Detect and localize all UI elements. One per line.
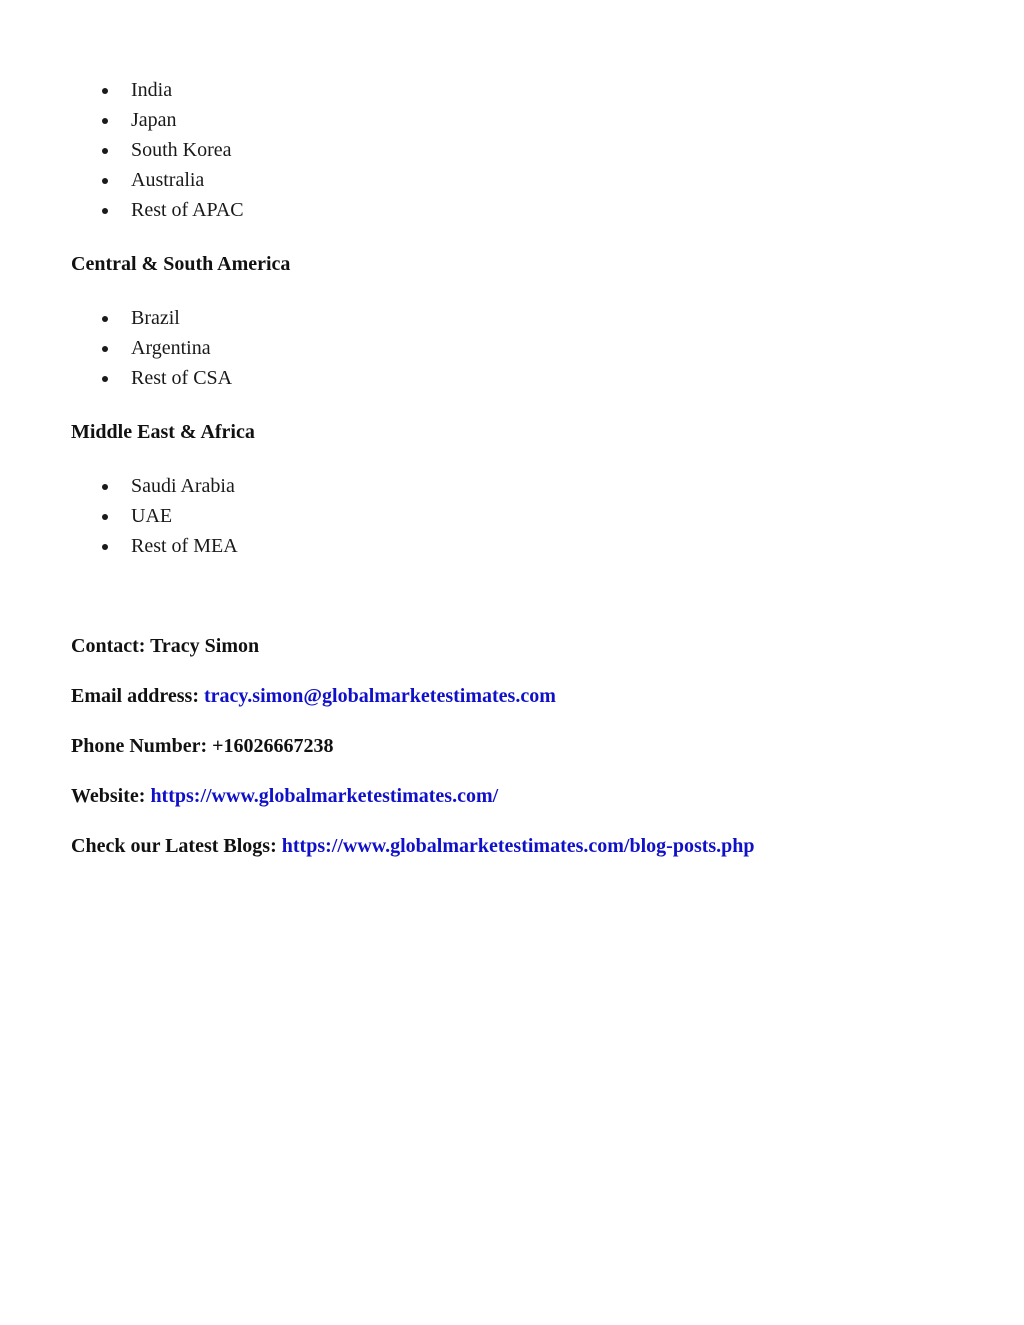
list-item-label: UAE	[131, 505, 173, 527]
bullet-icon	[102, 544, 108, 550]
list-item	[0, 363, 232, 393]
phone-line: Phone Number: +16026667238	[71, 735, 334, 757]
bullet-icon	[102, 178, 108, 184]
bullet-icon	[102, 88, 108, 94]
list-item	[0, 165, 244, 195]
blogs-label: Check our Latest Blogs:	[71, 835, 277, 857]
bullet-icon	[102, 148, 108, 154]
blogs-line	[71, 833, 755, 859]
bullet-icon	[102, 514, 108, 520]
list-item-label: Rest of MEA	[131, 535, 238, 557]
list-item	[0, 75, 244, 105]
bullet-icon	[102, 376, 108, 382]
list-item-label: Rest of CSA	[131, 367, 233, 389]
list-item	[0, 333, 232, 363]
list-item-label: South Korea	[131, 139, 232, 161]
bullet-icon	[102, 208, 108, 214]
list-item	[0, 501, 238, 531]
bullet-icon	[102, 346, 108, 352]
email-link[interactable]: tracy.simon@globalmarketestimates.com	[203, 685, 556, 707]
blogs-link[interactable]: https://www.globalmarketestimates.com/blog-posts.php	[281, 835, 755, 857]
list-item-label: Rest of APAC	[131, 199, 244, 221]
bullet-icon	[102, 484, 108, 490]
list-item-label: Brazil	[131, 307, 180, 329]
section-heading-mea: Middle East & Africa	[71, 421, 255, 443]
mea-country-list	[0, 471, 238, 561]
list-item-label: Saudi Arabia	[131, 475, 235, 497]
email-line	[71, 683, 556, 709]
website-link[interactable]: https://www.globalmarketestimates.com/	[150, 785, 499, 807]
list-item	[0, 135, 244, 165]
list-item-label: India	[131, 79, 173, 101]
website-label: Website:	[71, 785, 146, 807]
section-heading-csa: Central & South America	[71, 253, 291, 275]
csa-country-list	[0, 303, 232, 393]
website-line	[71, 783, 498, 809]
list-item-label: Australia	[131, 169, 205, 191]
list-item-label: Argentina	[131, 337, 211, 359]
list-item	[0, 471, 238, 501]
bullet-icon	[102, 316, 108, 322]
list-item	[0, 105, 244, 135]
bullet-icon	[102, 118, 108, 124]
list-item	[0, 531, 238, 561]
contact-name: Contact: Tracy Simon	[71, 635, 260, 657]
list-item	[0, 303, 232, 333]
apac-country-list	[0, 75, 244, 225]
list-item-label: Japan	[131, 109, 177, 131]
list-item	[0, 195, 244, 225]
email-label: Email address:	[71, 685, 199, 707]
